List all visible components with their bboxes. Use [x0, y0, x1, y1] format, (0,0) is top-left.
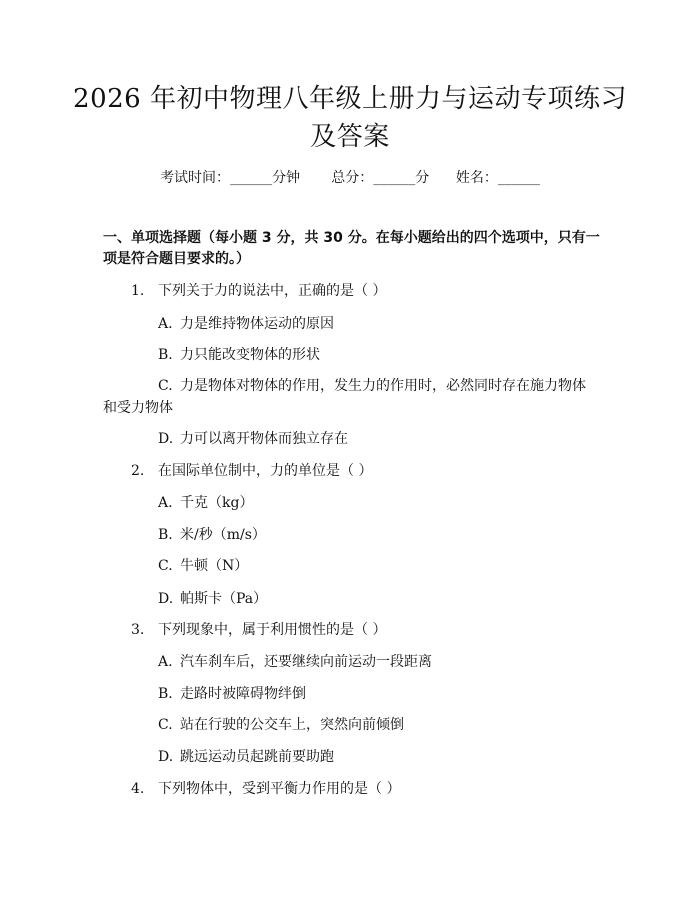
total-score-blank: ______ [373, 170, 416, 186]
question-3-option-b [158, 684, 598, 704]
question-1-option-c [103, 375, 599, 419]
question-1-option-a [158, 314, 598, 334]
option-text: 力可以离开物体而独立存在 [180, 431, 348, 447]
question-4 [131, 779, 601, 799]
option-text: 汽车刹车后，还要继续向前运动一段距离 [180, 654, 432, 670]
option-letter: B. [158, 686, 173, 702]
question-2-option-b [158, 525, 598, 545]
option-letter: A. [158, 654, 173, 670]
question-1 [131, 281, 601, 301]
option-text: 力是维持物体运动的原因 [180, 316, 334, 332]
document-title: 2026 年初中物理八年级上册力与运动专项练习及答案 [73, 84, 627, 152]
exam-time-unit: 分钟 [272, 170, 301, 186]
question-text: 下列关于力的说法中，正确的是（ ） [158, 283, 387, 299]
option-text: 走路时被障碍物绊倒 [180, 686, 306, 702]
question-2-option-c [158, 556, 598, 576]
option-text: 牛顿（N） [180, 558, 249, 574]
question-text: 下列物体中，受到平衡力作用的是（ ） [158, 781, 401, 797]
question-2-option-d [158, 589, 598, 609]
option-text: 力是物体对物体的作用，发生力的作用时，必然同时存在施力物体和受力物体 [103, 378, 586, 416]
option-letter: D. [158, 749, 174, 765]
option-text: 千克（kg） [180, 495, 254, 511]
question-2-option-a [158, 493, 598, 513]
option-text: 跳远运动员起跳前要助跑 [180, 749, 334, 765]
option-letter: C. [158, 378, 173, 394]
option-letter: A. [158, 316, 173, 332]
question-3-option-c [158, 715, 598, 735]
question-3-option-a [158, 652, 598, 672]
total-score-unit: 分 [415, 170, 430, 186]
option-text: 力只能改变物体的形状 [180, 347, 320, 363]
option-letter: D. [158, 431, 174, 447]
question-3 [131, 620, 601, 640]
student-name-label: 姓名： [455, 170, 498, 186]
question-text: 下列现象中，属于利用惯性的是（ ） [158, 622, 387, 638]
question-3-option-d [158, 747, 598, 767]
option-letter: C. [158, 717, 173, 733]
question-1-option-d [158, 429, 598, 449]
option-text: 站在行驶的公交车上，突然向前倾倒 [180, 717, 404, 733]
exam-info-line [0, 168, 700, 188]
question-number: 2. [131, 463, 145, 479]
question-1-option-b [158, 345, 598, 365]
option-text: 米/秒（m/s） [180, 527, 266, 543]
option-letter: B. [158, 347, 173, 363]
total-score-label: 总分： [331, 170, 374, 186]
option-letter: C. [158, 558, 173, 574]
question-2 [131, 461, 601, 481]
question-number: 4. [131, 781, 145, 797]
question-text: 在国际单位制中，力的单位是（ ） [158, 463, 373, 479]
option-letter: B. [158, 527, 173, 543]
exam-time-label: 考试时间： [160, 170, 231, 186]
option-letter: D. [158, 591, 174, 607]
option-text: 帕斯卡（Pa） [180, 591, 268, 607]
option-letter: A. [158, 495, 173, 511]
question-number: 3. [131, 622, 145, 638]
question-number: 1. [131, 283, 145, 299]
section-header-single-choice: 一、单项选择题（每小题 3 分，共 30 分。在每小题给出的四个选项中，只有一项是符合题目要求的。） [103, 230, 600, 267]
exam-time-blank: ______ [230, 170, 273, 186]
student-name-blank: ______ [497, 170, 540, 186]
